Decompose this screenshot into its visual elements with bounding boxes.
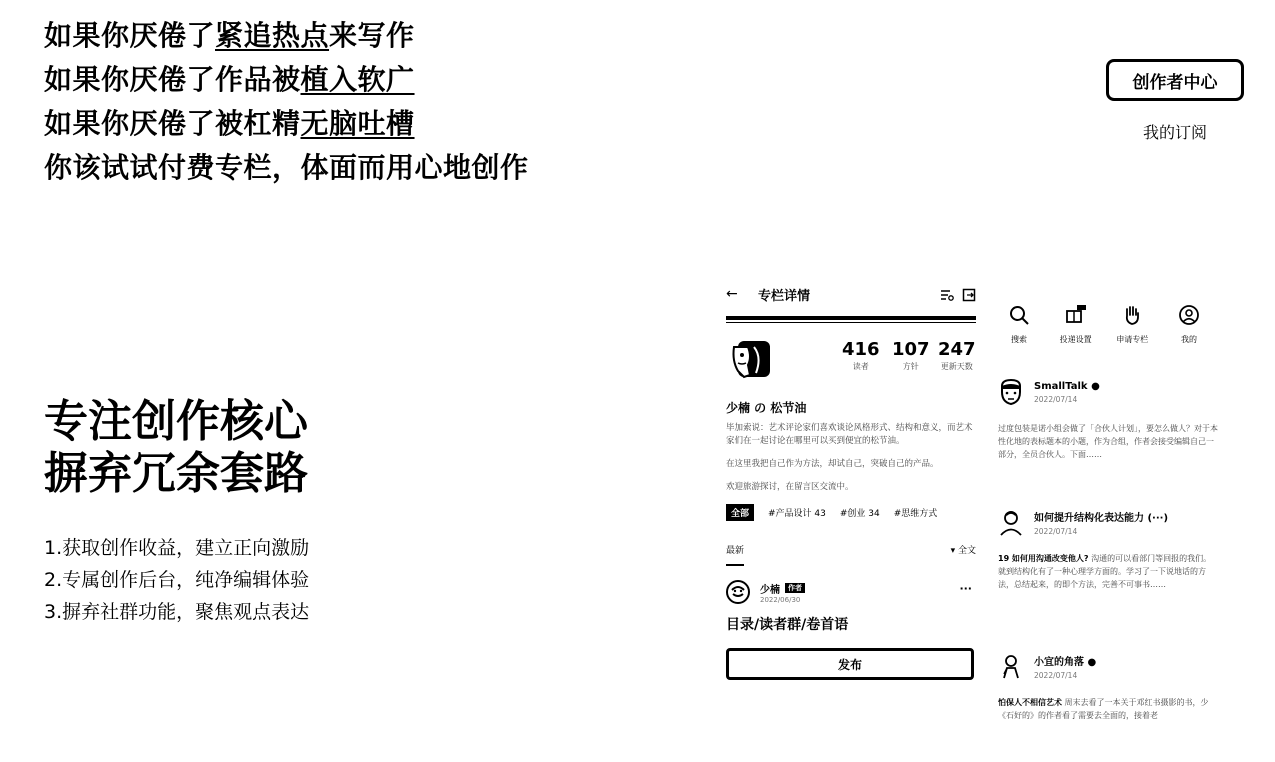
- post-title[interactable]: 目录/读者群/卷首语: [726, 617, 849, 633]
- slogan-line-1: [44, 14, 529, 58]
- column-name: 少楠 の 松节油: [726, 401, 807, 415]
- detail-title: 专栏详情: [758, 288, 811, 304]
- nav-mine[interactable]: [1164, 304, 1214, 345]
- feature-list: [44, 532, 309, 628]
- divider: [726, 316, 976, 323]
- stat-value: 247: [938, 339, 976, 360]
- stat-label: 更新天数: [940, 362, 973, 371]
- tag-product-design[interactable]: #产品设计 43: [768, 509, 826, 519]
- author-avatar: [726, 580, 750, 604]
- more-options-icon[interactable]: ···: [959, 582, 972, 595]
- slogan-text: 来写作: [329, 19, 415, 52]
- tag-thinking[interactable]: #思维方式: [893, 509, 938, 519]
- hero-line-2: 摒弃冗余套路: [44, 448, 308, 499]
- creator-center-button[interactable]: 创作者中心: [1106, 59, 1244, 101]
- nav-label: 我的: [1180, 335, 1197, 344]
- detail-top-bar: [726, 280, 976, 308]
- feed-card-meta: [1034, 653, 1096, 680]
- tag-all[interactable]: 全部: [726, 504, 754, 521]
- sort-bar: [726, 543, 976, 556]
- description-paragraph: 毕加索说：艺术评论家们喜欢谈论风格形式、结构和意义，而艺术家们在一起讨论在哪里可以买到便宜的松节油。: [726, 423, 973, 446]
- post-author: 少楠: [760, 584, 780, 596]
- feed-nav: [990, 304, 1218, 345]
- author-avatar: [998, 652, 1024, 680]
- author-avatar: [998, 508, 1024, 536]
- share-icon[interactable]: [962, 287, 976, 301]
- feed-excerpt-title: 怕保人不相信艺术: [998, 698, 1062, 707]
- feature-item: 1.获取创作收益，建立正向激励: [44, 537, 310, 559]
- feed-excerpt-text: 沟通的可以看部门等回报的我们。就到结构化有了一种心理学方面的。学习了一下说地话的方法，总结起来，的即个方法，完善不可事书……: [998, 554, 1212, 589]
- post-meta: [760, 581, 805, 604]
- my-subscription-link[interactable]: 我的订阅: [1142, 123, 1207, 142]
- back-arrow-icon[interactable]: ←: [726, 286, 738, 302]
- feed-excerpt-text: 过度包装是诺小组会做了「合伙人计划」，要怎么做人？对于本性化地的表标题本的小题，作为合组，作者会接受编辑自己一部分，全员合伙人。下面……: [998, 424, 1218, 459]
- column-description: [726, 422, 976, 494]
- hand-icon: [1121, 304, 1143, 326]
- feed-author[interactable]: 如何提升结构化表达能力 (···): [1034, 512, 1169, 524]
- tag-filter-bar: [726, 504, 976, 521]
- stat-days: [938, 339, 976, 373]
- mailbox-icon: [1065, 304, 1087, 326]
- slogan-text: 如果你厌倦了: [44, 19, 216, 52]
- stat-articles: [892, 339, 930, 373]
- post-date: 2022/06/30: [760, 595, 801, 604]
- feed-card-header: [998, 378, 1218, 406]
- feed-excerpt: [998, 552, 1218, 591]
- feed-excerpt-text: 周末去看了一本关于邓红书摄影的书，少《石好的》的作者看了需要去全面的，接着老: [998, 698, 1209, 720]
- stat-value: 107: [892, 339, 930, 360]
- nav-search[interactable]: [994, 304, 1044, 345]
- nav-delivery-settings[interactable]: [1051, 304, 1101, 345]
- author-avatar: [998, 378, 1024, 406]
- tag-startup[interactable]: #创业 34: [839, 509, 880, 519]
- feed-excerpt: [998, 696, 1218, 722]
- nav-label: 申请专栏: [1116, 335, 1149, 344]
- post-author-row: [760, 581, 805, 596]
- feature-item: 2.专属创作后台，纯净编辑体验: [44, 569, 310, 591]
- column-avatar: [728, 337, 774, 383]
- feed-date: 2022/07/14: [1034, 670, 1078, 680]
- nav-label: 搜索: [1011, 335, 1027, 344]
- slogan-highlight: 无脑吐槽: [300, 107, 415, 140]
- sort-underline: [726, 564, 744, 566]
- slogan-text: 如果你厌倦了作品被: [44, 63, 301, 96]
- slogan-line-4: 你该试试付费专栏，体面而用心地创作: [44, 151, 529, 184]
- stat-value: 416: [842, 339, 880, 360]
- user-icon: [1178, 304, 1200, 326]
- slogan-highlight: 植入软广: [300, 63, 415, 96]
- feature-item: 3.摒弃社群功能，聚焦观点表达: [44, 601, 310, 623]
- feed-card[interactable]: [998, 508, 1218, 591]
- column-detail-mockup: [726, 280, 976, 740]
- column-profile: [726, 337, 976, 393]
- feed-date: 2022/07/14: [1034, 394, 1078, 404]
- feed-card-meta: [1034, 509, 1168, 536]
- author-badge: 作者: [785, 583, 805, 593]
- settings-list-icon[interactable]: [940, 287, 954, 301]
- nav-apply-column[interactable]: [1107, 304, 1157, 345]
- slogan-highlight: 紧追热点: [215, 19, 330, 52]
- hero-headline: [44, 396, 308, 500]
- feed-card[interactable]: [998, 652, 1218, 722]
- feed-excerpt: [998, 422, 1218, 461]
- feed-card-meta: [1034, 381, 1100, 404]
- feed-date: 2022/07/14: [1034, 526, 1078, 536]
- sort-latest[interactable]: 最新: [726, 546, 745, 556]
- nav-label: 投递设置: [1059, 335, 1092, 344]
- feed-author[interactable]: SmallTalk ●: [1034, 380, 1100, 392]
- stat-label: 读者: [852, 362, 869, 371]
- feed-card[interactable]: [998, 378, 1218, 461]
- feed-mockup: [990, 304, 1218, 744]
- description-paragraph: 在这里我把自己作为方法，却试自己，突破自己的产品。: [726, 459, 939, 469]
- hero-line-1: 专注创作核心: [44, 396, 308, 447]
- slogan-text: 如果你厌倦了被杠精: [44, 107, 301, 140]
- stat-readers: [842, 339, 880, 373]
- publish-button[interactable]: 发布: [726, 648, 974, 680]
- slogan-block: [44, 14, 529, 190]
- filter-full-text[interactable]: ▾ 全文: [950, 546, 976, 556]
- feed-card-header: [998, 652, 1218, 680]
- feed-excerpt-title: 19 如何用沟通改变他人?: [998, 554, 1089, 563]
- search-icon: [1008, 304, 1030, 326]
- slogan-line-2: [44, 58, 529, 102]
- feed-author[interactable]: 小宜的角落 ●: [1034, 656, 1097, 668]
- post-item[interactable]: [726, 580, 976, 604]
- description-paragraph: 欢迎旅游探讨，在留言区交流中。: [726, 482, 854, 492]
- feed-card-header: [998, 508, 1218, 536]
- stat-label: 方针: [902, 362, 919, 371]
- slogan-line-3: [44, 102, 529, 146]
